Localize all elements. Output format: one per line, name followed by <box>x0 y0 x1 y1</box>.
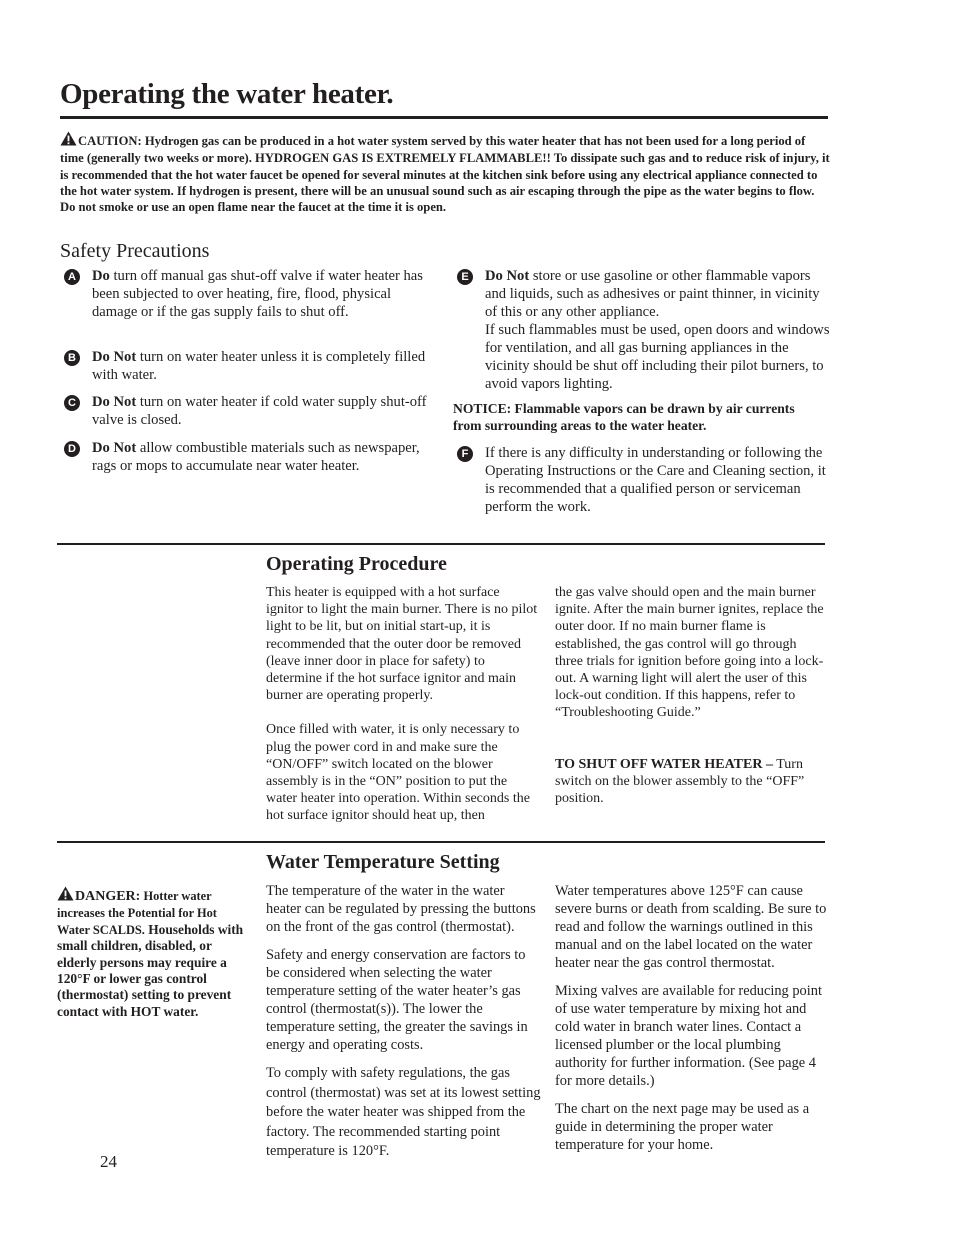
item-d-lead: Do Not <box>92 440 137 456</box>
item-e-extra: If such flammables must be used, open doors and windows for ventilation, and all gas burning appliances in the vicinity should be shut off including their pilot burners, to avoid vapors lighting. <box>485 322 830 392</box>
operating-left-p1: This heater is equipped with a hot surface ignitor to light the main burner. There is no pilot light to be lit, but on initial start-up, it is recommended that the outer door be removed (leave inner door in place for safety) to determine if the hot surface ignitor and main burner are operating properly. <box>266 585 538 704</box>
temperature-rule <box>57 841 825 843</box>
temperature-left-p1: The temperature of the water in the water heater can be regulated by pressing the buttons on the front of the gas control (thermostat). <box>266 883 536 935</box>
operating-left-p2: Once filled with water, it is only necessary to plug the power cord in and make sure the “ON/OFF” switch located on the blower assembly is in the “ON” position to put the water heater into operation. Within seconds the hot surface ignitor should heat up, then <box>266 722 530 824</box>
safety-item-f <box>453 444 833 516</box>
badge-f: F <box>457 446 473 462</box>
operating-right-p1: the gas valve should open and the main burner ignite. After the main burner ignites, replace the outer door. If no main burner flame is established, the gas control will go through three trials for ignition before going into a lock-out. A warning light will alert the user of this lock-out condition. If this happens, refer to “Troubleshooting Guide.” <box>555 585 824 721</box>
safety-item-e <box>453 267 833 393</box>
temperature-left-p3: To comply with safety regulations, the gas control (thermostat) was set at its lowest setting before the water heater was shipped from the factory. The recommended starting point temperature is 120°F. <box>266 1065 541 1159</box>
operating-heading: Operating Procedure <box>266 553 447 575</box>
danger-label: DANGER: <box>75 889 141 904</box>
danger-text-1: Hotter water increases the Potential for Hot Water SCALDS. <box>57 889 217 937</box>
temperature-heading: Water Temperature Setting <box>266 851 500 873</box>
page-title: Operating the water heater. <box>60 78 394 110</box>
shutoff-instruction <box>555 756 825 808</box>
shutoff-text: Turn switch on the blower assembly to the “OFF” position. <box>555 756 805 807</box>
item-c-text: turn on water heater if cold water supply shut-off valve is closed. <box>92 394 427 428</box>
temperature-left-column <box>266 882 541 1162</box>
page-number: 24 <box>100 1152 117 1171</box>
operating-right-column <box>555 584 825 807</box>
danger-notice <box>57 886 247 1020</box>
danger-text-2: Households with small children, disabled, or elderly persons may require a 120°F or lower gas control (thermostat) setting to prevent contact with HOT water. <box>57 921 244 1019</box>
item-b-lead: Do Not <box>92 349 137 365</box>
temperature-left-p2: Safety and energy conservation are factors to be considered when selecting the water temperature setting of the water heater’s gas control (thermostat(s)). The lower the temperature setting, the greater the savings in energy and operating costs. <box>266 947 528 1053</box>
badge-e: E <box>457 269 473 285</box>
temperature-right-p3: The chart on the next page may be used as a guide in determining the proper water temperature for your home. <box>555 1101 810 1153</box>
item-a-text: turn off manual gas shut-off valve if water heater has been subjected to over heating, fire, flood, physical damage or if the gas supply fails to shut off. <box>92 268 423 320</box>
item-a-lead: Do <box>92 268 110 284</box>
operating-rule <box>57 543 825 545</box>
operating-left-column <box>266 584 538 825</box>
item-f-text: If there is any difficulty in understanding or following the Operating Instructions or the Care and Cleaning section, it is recommended that a qualified person or serviceman perform the work. <box>485 445 826 515</box>
temperature-right-p1: Water temperatures above 125°F can cause severe burns or death from scalding. Be sure to read and follow the warnings outlined in this manual and on the label located on the water heater near the gas control thermostat. <box>555 883 827 971</box>
caution-notice <box>60 131 830 215</box>
safety-item-d <box>60 439 420 475</box>
temperature-right-p2: Mixing valves are available for reducing point of use water temperature by mixing hot and cold water in branch water lines. Contact a licensed plumber or the local plumbing authority for further information. (See page 4 for more details.) <box>555 983 822 1089</box>
item-e-lead: Do Not <box>485 268 530 284</box>
badge-d: D <box>64 441 80 457</box>
safety-item-c <box>60 393 440 429</box>
shutoff-lead: TO SHUT OFF WATER HEATER – <box>555 756 773 772</box>
badge-b: B <box>64 350 80 366</box>
item-b-text: turn on water heater unless it is completely filled with water. <box>92 349 426 383</box>
badge-c: C <box>64 395 80 411</box>
item-d-text: allow combustible materials such as newspaper, rags or mops to accumulate near water heater. <box>92 440 420 474</box>
title-rule <box>60 116 828 119</box>
safety-item-b <box>60 348 440 384</box>
caution-text: CAUTION: Hydrogen gas can be produced in a hot water system served by this water heater that has not been used for a long period of time (generally two weeks or more). HYDROGEN GAS IS EXTREMELY FLAMMABLE!! To dissipate such gas and to reduce risk of injury, it is recommended that the hot water faucet be opened for several minutes at the kitchen sink before using any electrical appliance connected to the hot water system. If hydrogen is present, there will be an unusual sound such as air escaping through the pipe as the water begins to flow. Do not smoke or use an open flame near the faucet at the time it is open. <box>60 134 830 215</box>
badge-a: A <box>64 269 80 285</box>
safety-item-a <box>60 267 440 321</box>
warning-triangle-icon <box>60 131 77 150</box>
temperature-right-column <box>555 882 830 1154</box>
safety-heading: Safety Precautions <box>60 240 210 262</box>
item-c-lead: Do Not <box>92 394 137 410</box>
danger-triangle-icon <box>57 886 74 905</box>
flammable-notice: NOTICE: Flammable vapors can be drawn by air currents from surrounding areas to the water heater. <box>453 401 795 433</box>
item-e-text: store or use gasoline or other flammable vapors and liquids, such as adhesives or paint thinner, in vicinity of this or any other appliance. <box>485 268 820 320</box>
